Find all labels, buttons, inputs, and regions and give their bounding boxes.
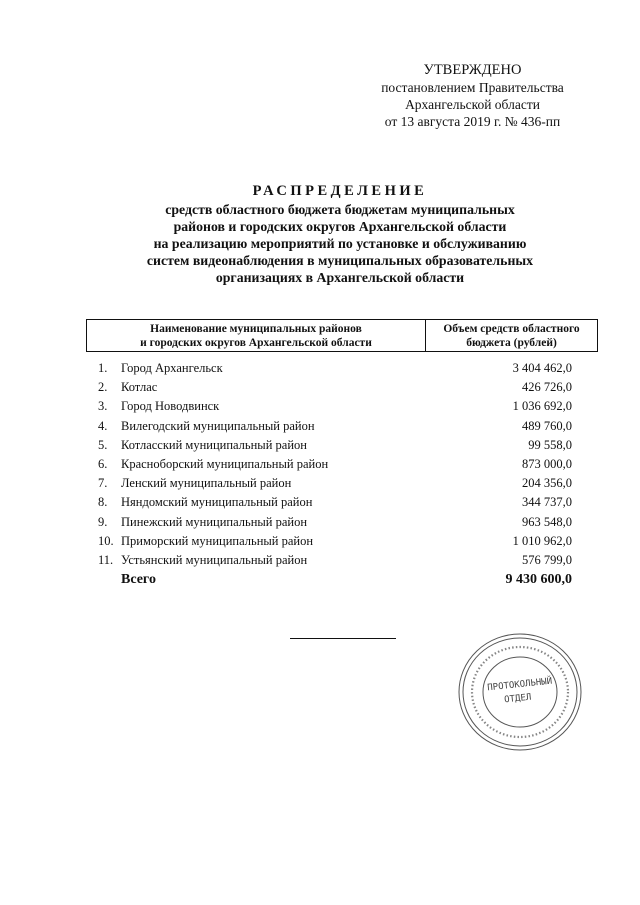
table-row — [0, 493, 640, 512]
row-number: 9. — [98, 514, 108, 529]
row-value: 3 404 462,0 — [512, 361, 572, 375]
row-value: 426 726,0 — [522, 380, 572, 395]
row-name: Приморский муниципальный район — [121, 533, 314, 548]
row-value: 344 737,0 — [522, 495, 572, 510]
row-value: 873 000,0 — [522, 456, 572, 471]
title-line: на реализацию мероприятий по установке и обслуживанию — [153, 236, 527, 251]
row-name: Город Новодвинск — [121, 399, 220, 414]
row-number: 4. — [98, 418, 108, 433]
table-row — [0, 551, 640, 570]
row-number: 7. — [98, 476, 108, 491]
title-line: систем видеонаблюдения в муниципальных образовательных — [146, 253, 534, 268]
row-value: 1 036 692,0 — [512, 399, 572, 414]
table-row — [0, 378, 640, 397]
table-header — [86, 319, 598, 352]
table-row — [0, 455, 640, 474]
header-value-column — [426, 320, 597, 351]
row-number: 10. — [98, 533, 114, 548]
official-stamp — [455, 630, 585, 755]
header-name-line: и городских округов Архангельской области — [140, 337, 372, 349]
row-name: Красноборский муниципальный район — [121, 456, 329, 471]
total-label: Всего — [121, 572, 156, 587]
row-number: 8. — [98, 495, 108, 510]
title-line: организациях в Архангельской области — [215, 270, 465, 285]
row-number: 1. — [98, 361, 108, 375]
approval-line: постановлением Правительства — [381, 80, 564, 95]
row-name: Город Архангельск — [121, 361, 223, 375]
title-line: районов и городских округов Архангельской области — [173, 219, 507, 234]
row-name: Пинежский муниципальный район — [121, 514, 308, 529]
row-name: Ленский муниципальный район — [121, 476, 292, 491]
row-name: Устьянский муниципальный район — [121, 552, 308, 567]
total-value: 9 430 600,0 — [505, 572, 572, 587]
approval-title: УТВЕРЖДЕНО — [423, 62, 522, 78]
header-name-line: Наименование муниципальных районов — [150, 323, 362, 335]
row-name: Котласский муниципальный район — [121, 437, 307, 452]
row-number: 11. — [98, 552, 114, 567]
title-line: средств областного бюджета бюджетам муниципальных — [165, 202, 515, 217]
total-row — [0, 572, 640, 592]
title-heading: РАСПРЕДЕЛЕНИЕ — [252, 183, 428, 199]
approval-block — [360, 62, 585, 130]
document-title — [60, 181, 620, 286]
row-value: 1 010 962,0 — [512, 533, 572, 548]
stamp-text: ОТДЕЛ — [503, 692, 532, 706]
table-body — [0, 359, 640, 570]
header-value-line: бюджета (рублей) — [466, 337, 557, 349]
header-name-column — [87, 320, 426, 351]
stamp-text: ПРОТОКОЛЬНЫЙ — [486, 676, 553, 694]
row-value: 99 558,0 — [528, 437, 572, 452]
row-value: 576 799,0 — [522, 552, 572, 567]
table-row — [0, 397, 640, 416]
row-number: 2. — [98, 380, 108, 395]
row-name: Вилегодский муниципальный район — [121, 418, 315, 433]
header-value-line: Объем средств областного — [443, 323, 580, 335]
separator-line — [290, 638, 396, 639]
table-row — [0, 417, 640, 436]
row-value: 204 356,0 — [522, 476, 572, 491]
row-number: 6. — [98, 456, 108, 471]
row-name: Няндомский муниципальный район — [121, 495, 313, 510]
table-row — [0, 474, 640, 493]
table-row — [0, 359, 640, 378]
row-number: 3. — [98, 399, 108, 414]
table-row — [0, 513, 640, 532]
row-value: 489 760,0 — [522, 418, 572, 433]
row-value: 963 548,0 — [522, 514, 572, 529]
approval-line: Архангельской области — [405, 97, 540, 112]
table-row — [0, 532, 640, 551]
table-row — [0, 436, 640, 455]
approval-date: от 13 августа 2019 г. № 436-пп — [384, 114, 561, 129]
row-name: Котлас — [121, 380, 158, 395]
row-number: 5. — [98, 437, 108, 452]
